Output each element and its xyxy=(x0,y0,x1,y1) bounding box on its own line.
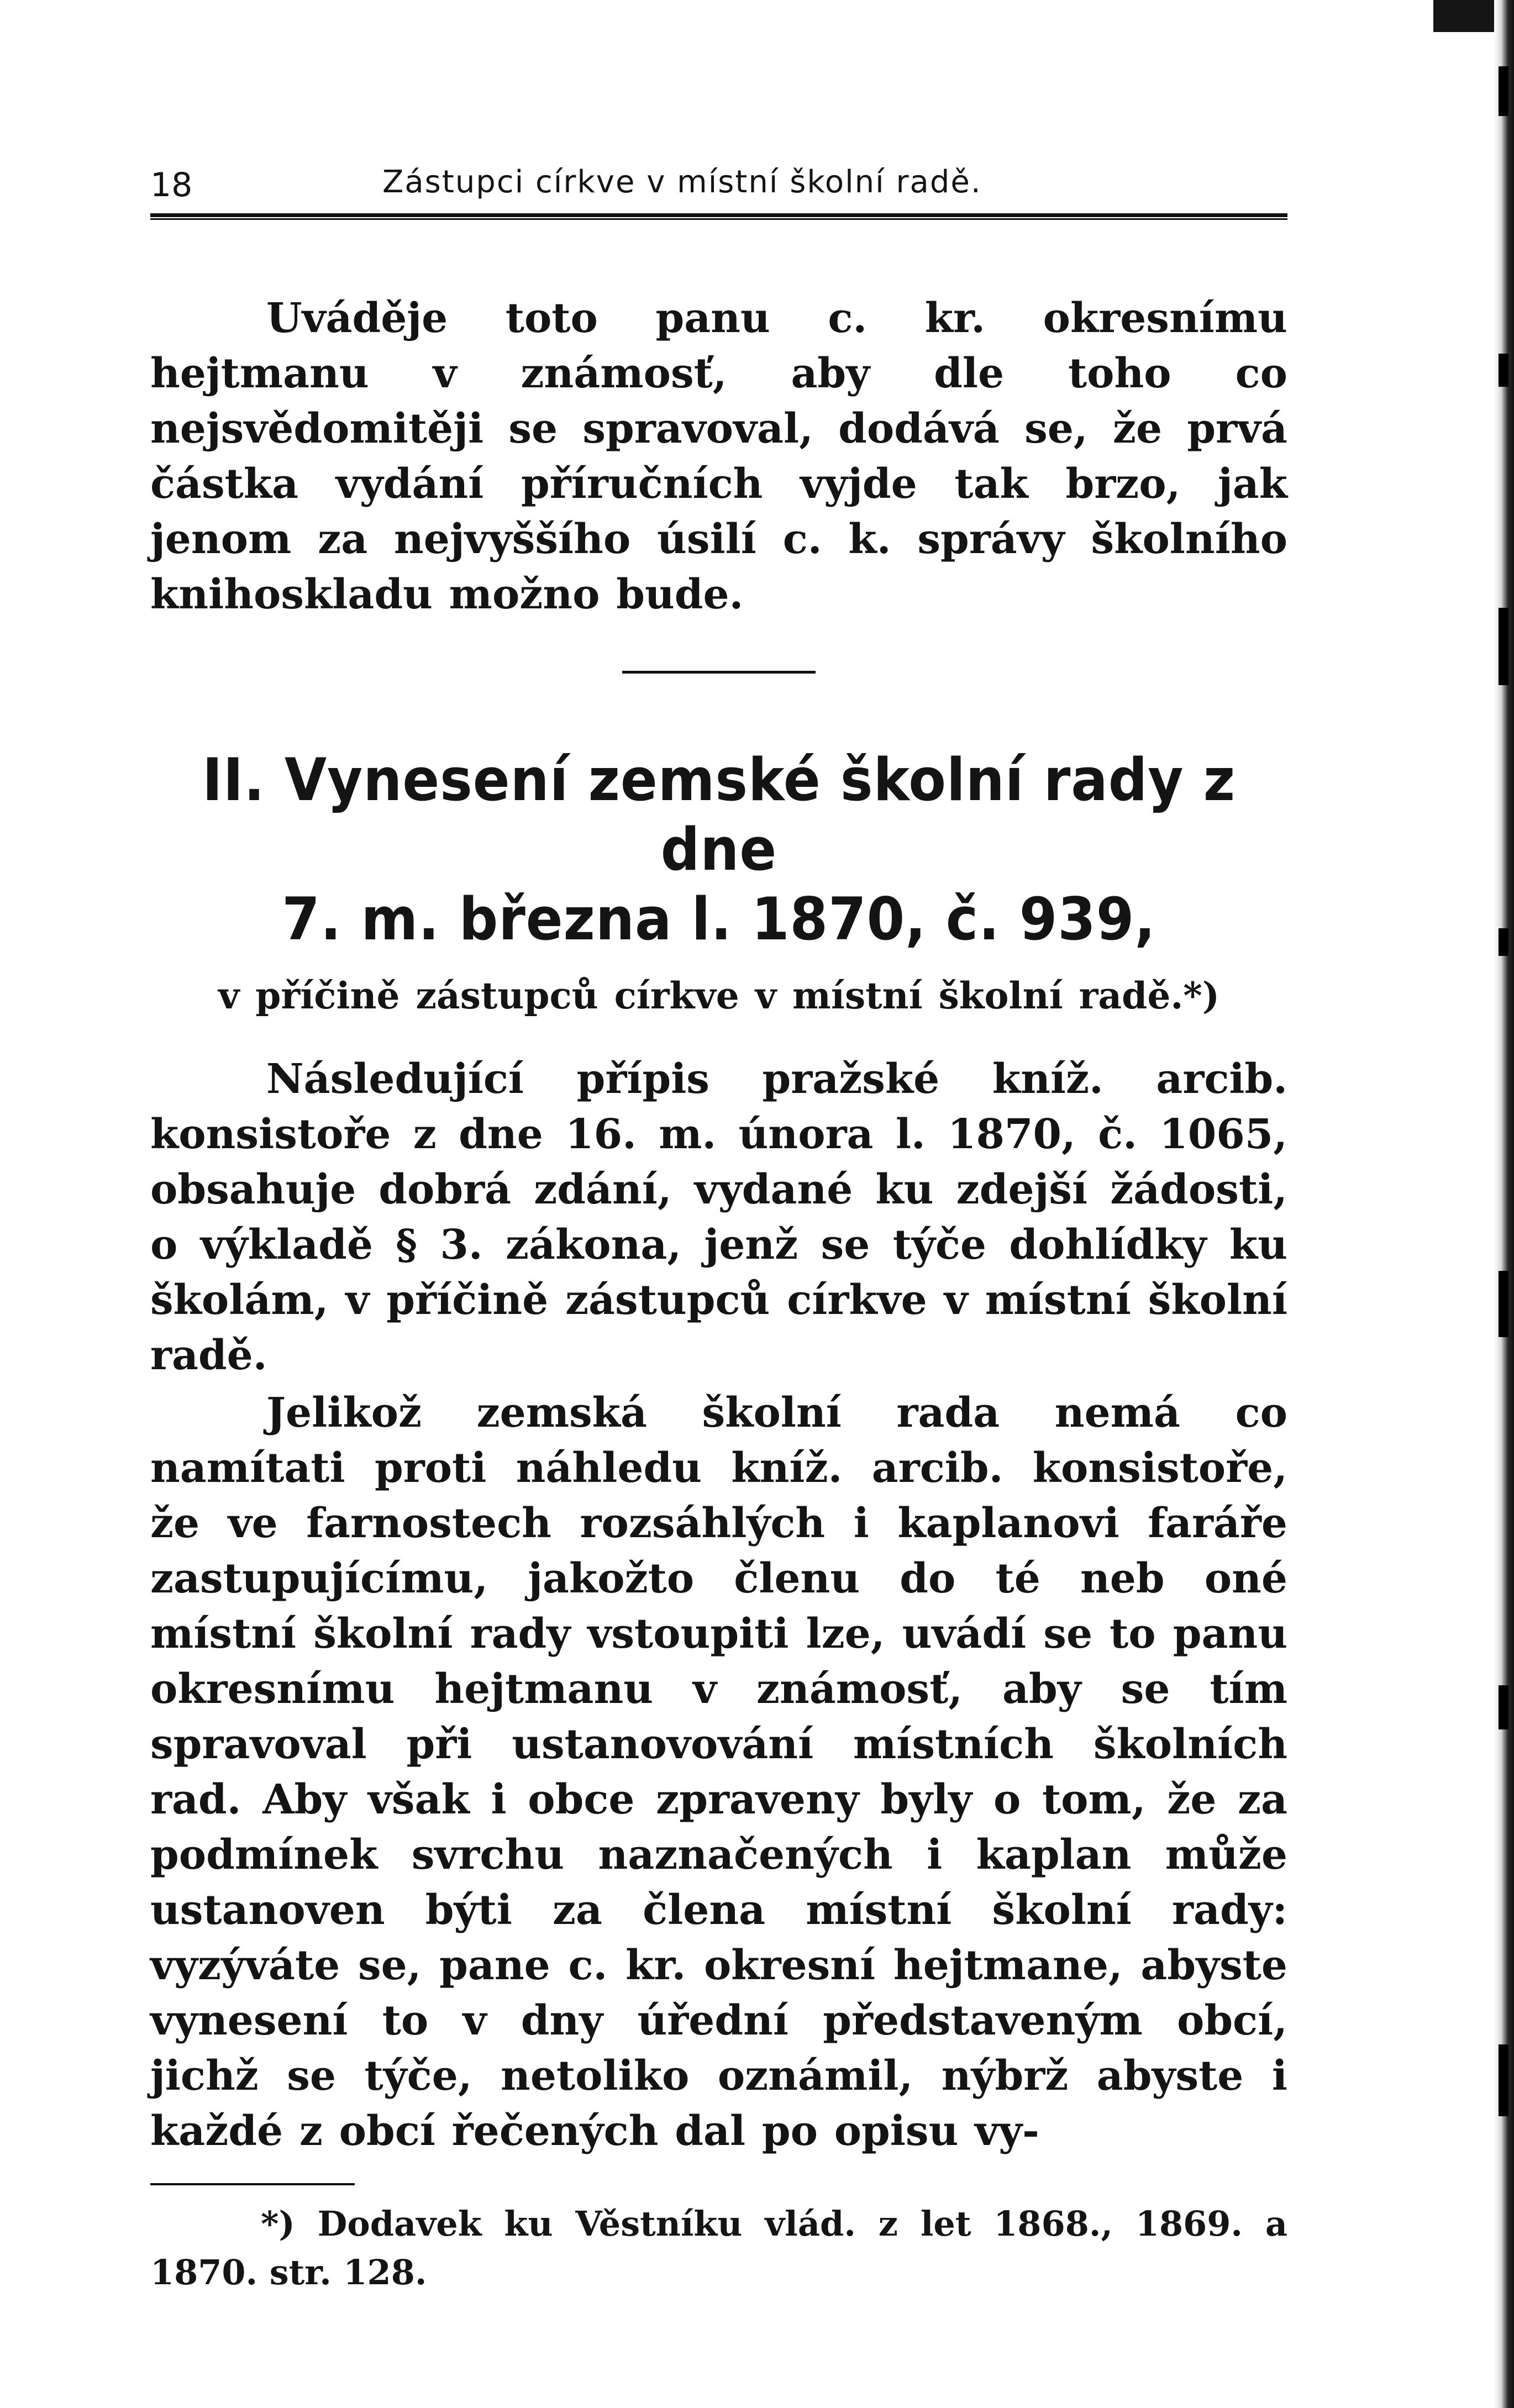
section-heading-line-2: 7. m. března l. 1870, č. 939, xyxy=(282,885,1156,953)
section-heading-line-1: II. Vynesení zemské školní rady z dne xyxy=(202,746,1236,884)
running-head-title: Zástupci církve v místní školní radě. xyxy=(382,164,982,200)
page-number: 18 xyxy=(150,166,193,204)
scan-corner-shadow xyxy=(1433,0,1494,32)
spine-marks xyxy=(1494,0,1514,2408)
intro-paragraph: Uváděje toto panu c. kr. okresnímu hejtmanu v známosť, aby dle toho co nejsvědomitěji se spravoval, dodává se, že prvá částka vydání příručních vyjde tak brzo, jak jenom za nejvyššího úsilí c. k. správy školního knihoskladu možno bude. xyxy=(150,295,1287,618)
footnote-rule xyxy=(150,2183,355,2185)
running-header xyxy=(150,155,1287,210)
section-divider xyxy=(622,671,816,674)
body-paragraph-1: Následující přípis pražské kníž. arcib. konsistoře z dne 16. m. února l. 1870, č. 1065, obsahuje dobrá zdání, vydané ku zdejší žádosti, o výkladě § 3. zákona, jenž se týče dohlídky ku školám, v příčině zástupců církve v místní školní radě. xyxy=(150,1055,1287,1379)
book-page xyxy=(150,155,1287,2297)
header-rule xyxy=(150,213,1287,220)
body-paragraph-2: Jelikož zemská školní rada nemá co namítati proti náhledu kníž. arcib. konsistoře, že ve farnostech rozsáhlých i kaplanovi faráře zastupujícímu, jakožto členu do té neb oné místní školní rady vstoupiti lze, uvádí se to panu okresnímu hejtmanu v známosť, aby se tím spravoval při ustanovování místních školních rad. Aby však i obce zpraveny byly o tom, že za podmínek svrchu naznačených i kaplan může ustanoven býti za člena místní školní rady: vyzýváte se, pane c. kr. okresní hejtmane, abyste vynesení to v dny úřední představeným obcí, jichž se týče, netoliko oznámil, nýbrž abyste i každé z obcí řečených dal po opisu vy- xyxy=(150,1389,1287,2155)
section-subheading: v příčině zástupců církve v místní školní radě.*) xyxy=(218,974,1220,1017)
footnote: *) Dodavek ku Věstníku vlád. z let 1868., 1869. a 1870. str. 128. xyxy=(150,2204,1287,2293)
section-heading xyxy=(190,745,1248,954)
